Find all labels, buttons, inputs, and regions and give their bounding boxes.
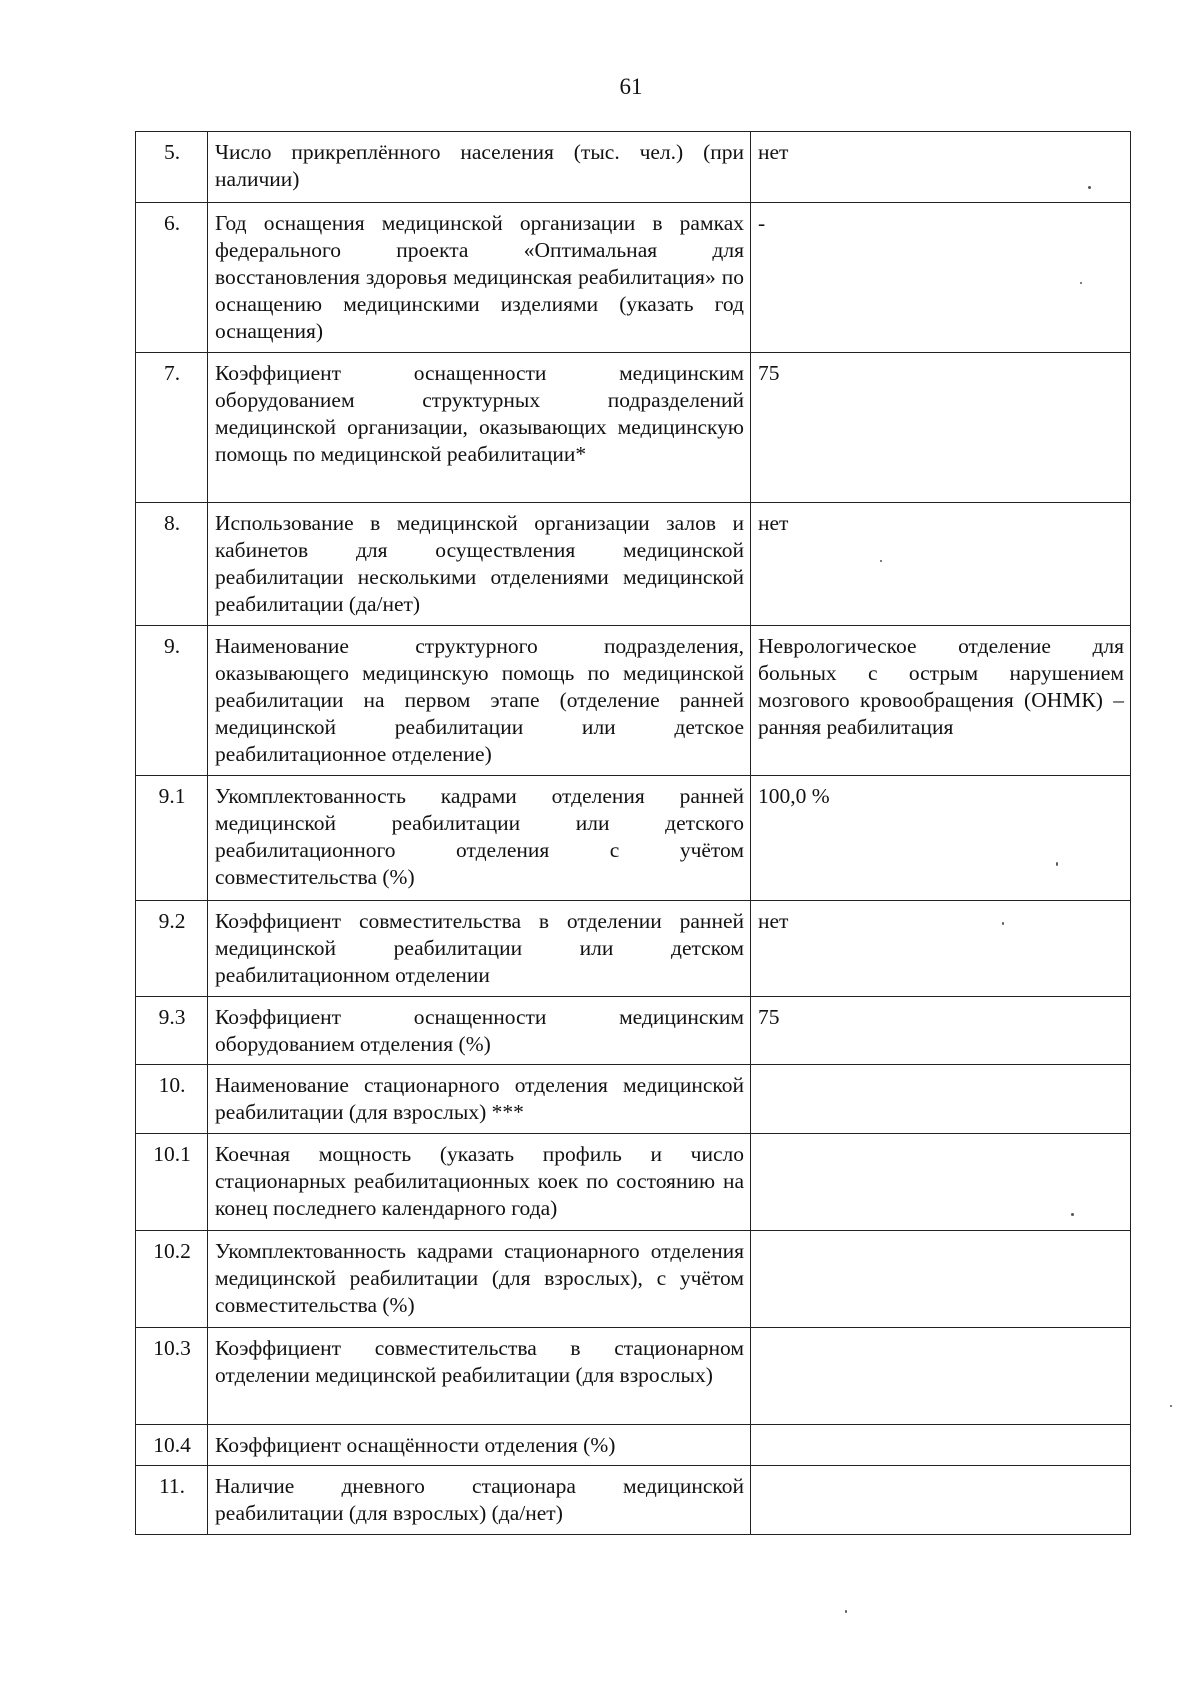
row-value (751, 1425, 1131, 1466)
row-value (751, 1065, 1131, 1134)
table-row (136, 1065, 1131, 1134)
row-number: 9. (136, 626, 208, 776)
row-number: 6. (136, 203, 208, 353)
row-number: 10. (136, 1065, 208, 1134)
row-description: Коэффициент оснащённости отделения (%) (208, 1425, 751, 1466)
row-description: Коэффициент оснащенности медицинским оборудованием структурных подразделений медицинской организации, оказывающих медицинскую помощь по медицинской реабилитации* (208, 353, 751, 503)
row-value (751, 1466, 1131, 1535)
row-description: Наличие дневного стационара медицинской реабилитации (для взрослых) (да/нет) (208, 1466, 751, 1535)
row-value: 75 (751, 997, 1131, 1065)
scan-speck (1056, 862, 1058, 866)
table-row (136, 203, 1131, 353)
scan-speck (1080, 282, 1082, 284)
row-description: Коечная мощность (указать профиль и число стационарных реабилитационных коек по состоянию на конец последнего календарного года) (208, 1134, 751, 1231)
table-row (136, 1466, 1131, 1535)
row-value: нет (751, 901, 1131, 997)
row-number: 10.2 (136, 1231, 208, 1328)
scan-speck (845, 1610, 847, 1613)
table-row (136, 776, 1131, 901)
scan-speck (1002, 922, 1004, 925)
scan-speck (1071, 1213, 1074, 1216)
row-value: нет (751, 132, 1131, 203)
table-row (136, 132, 1131, 203)
row-number: 9.2 (136, 901, 208, 997)
row-description: Коэффициент оснащенности медицинским оборудованием отделения (%) (208, 997, 751, 1065)
row-description: Коэффициент совместительства в отделении ранней медицинской реабилитации или детском реабилитационном отделении (208, 901, 751, 997)
row-value: 75 (751, 353, 1131, 503)
row-number: 9.1 (136, 776, 208, 901)
table-row (136, 503, 1131, 626)
table-row (136, 901, 1131, 997)
table-row (136, 1328, 1131, 1425)
scan-speck (880, 560, 882, 562)
row-number: 10.1 (136, 1134, 208, 1231)
table-row (136, 626, 1131, 776)
row-number: 11. (136, 1466, 208, 1535)
row-value (751, 1328, 1131, 1425)
row-description: Наименование стационарного отделения медицинской реабилитации (для взрослых) *** (208, 1065, 751, 1134)
row-description: Наименование структурного подразделения, оказывающего медицинскую помощь по медицинской реабилитации на первом этапе (отделение ранней медицинской реабилитации или детское реабилитационное отделение) (208, 626, 751, 776)
row-number: 10.3 (136, 1328, 208, 1425)
table-row (136, 353, 1131, 503)
table-row (136, 1231, 1131, 1328)
table-row (136, 997, 1131, 1065)
row-description: Укомплектованность кадрами отделения ранней медицинской реабилитации или детского реабилитационного отделения с учётом совместительства (%) (208, 776, 751, 901)
row-number: 9.3 (136, 997, 208, 1065)
table-row (136, 1134, 1131, 1231)
row-value: нет (751, 503, 1131, 626)
table-row (136, 1425, 1131, 1466)
row-number: 10.4 (136, 1425, 208, 1466)
row-description: Коэффициент совместительства в стационарном отделении медицинской реабилитации (для взрослых) (208, 1328, 751, 1425)
page-number: 61 (619, 74, 643, 99)
scan-speck (1088, 186, 1091, 189)
row-description: Год оснащения медицинской организации в рамках федерального проекта «Оптимальная для восстановления здоровья медицинская реабилитация» по оснащению медицинскими изделиями (указать год оснащения) (208, 203, 751, 353)
row-value: Неврологическое отделение для больных с острым нарушением мозгового кровообращения (ОНМК) – ранняя реабилитация (751, 626, 1131, 776)
row-description: Число прикреплённого населения (тыс. чел.) (при наличии) (208, 132, 751, 203)
row-number: 7. (136, 353, 208, 503)
indicators-table (135, 131, 1131, 1535)
row-number: 5. (136, 132, 208, 203)
row-value (751, 1231, 1131, 1328)
row-value (751, 1134, 1131, 1231)
row-description: Использование в медицинской организации залов и кабинетов для осуществления медицинской реабилитации несколькими отделениями медицинской реабилитации (да/нет) (208, 503, 751, 626)
row-value: - (751, 203, 1131, 353)
row-description: Укомплектованность кадрами стационарного отделения медицинской реабилитации (для взрослых), с учётом совместительства (%) (208, 1231, 751, 1328)
row-number: 8. (136, 503, 208, 626)
scan-speck (1170, 1405, 1172, 1407)
row-value: 100,0 % (751, 776, 1131, 901)
